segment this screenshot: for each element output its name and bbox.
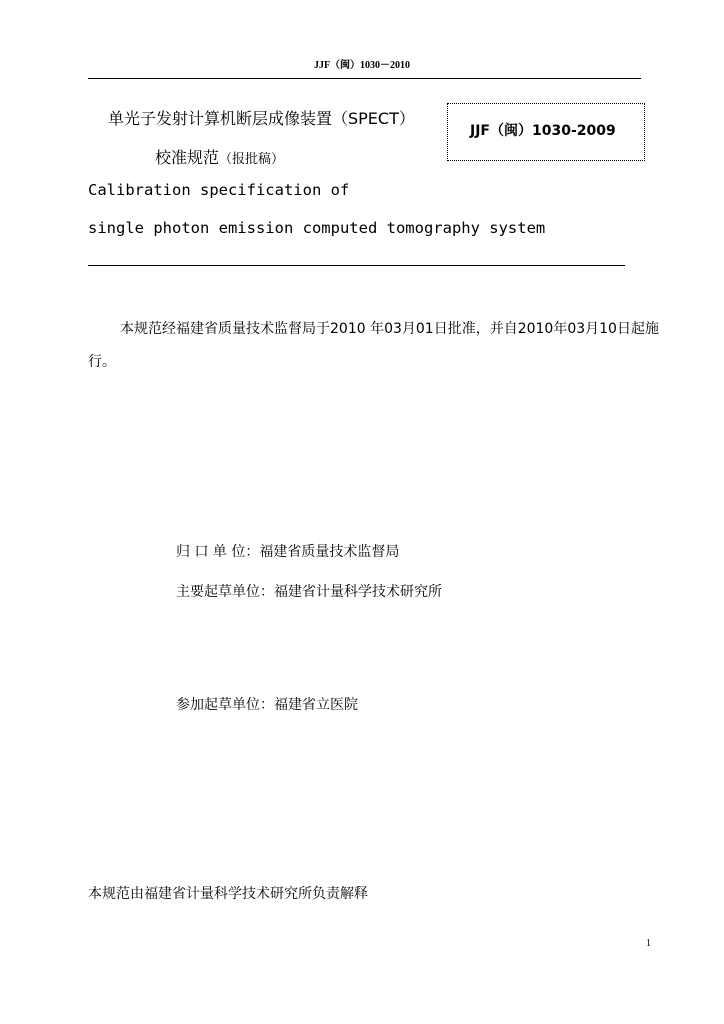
document-title-line2 [155,145,284,168]
interpretation-note: 本规范由福建省计量科学技术研究所负责解释 [88,886,368,902]
draft-status-note: （报批稿） [219,152,285,167]
document-title-line1: 单光子发射计算机断层成像装置（SPECT） [108,109,415,128]
page-number: 1 [646,938,651,949]
participating-drafting-unit: 参加起草单位：福建省立医院 [176,697,358,713]
main-drafting-unit: 主要起草单位：福建省计量科学技术研究所 [176,584,442,600]
standard-code: JJF（闽）1030-2009 [470,123,616,139]
running-header: JJF（闽）1030－2010 [313,60,411,71]
header-rule [88,78,641,79]
approval-paragraph: 本规范经福建省质量技术监督局于2010 年03月01日批准，并自2010年03月10日起施行。 [88,321,659,370]
english-title-line1: Calibration specification of [88,181,350,199]
document-title-main: 校准规范 [155,148,220,167]
responsible-unit: 归 口 单 位：福建省质量技术监督局 [176,544,400,560]
english-title-line2: single photon emission computed tomography system [88,219,546,237]
title-rule [88,265,625,266]
